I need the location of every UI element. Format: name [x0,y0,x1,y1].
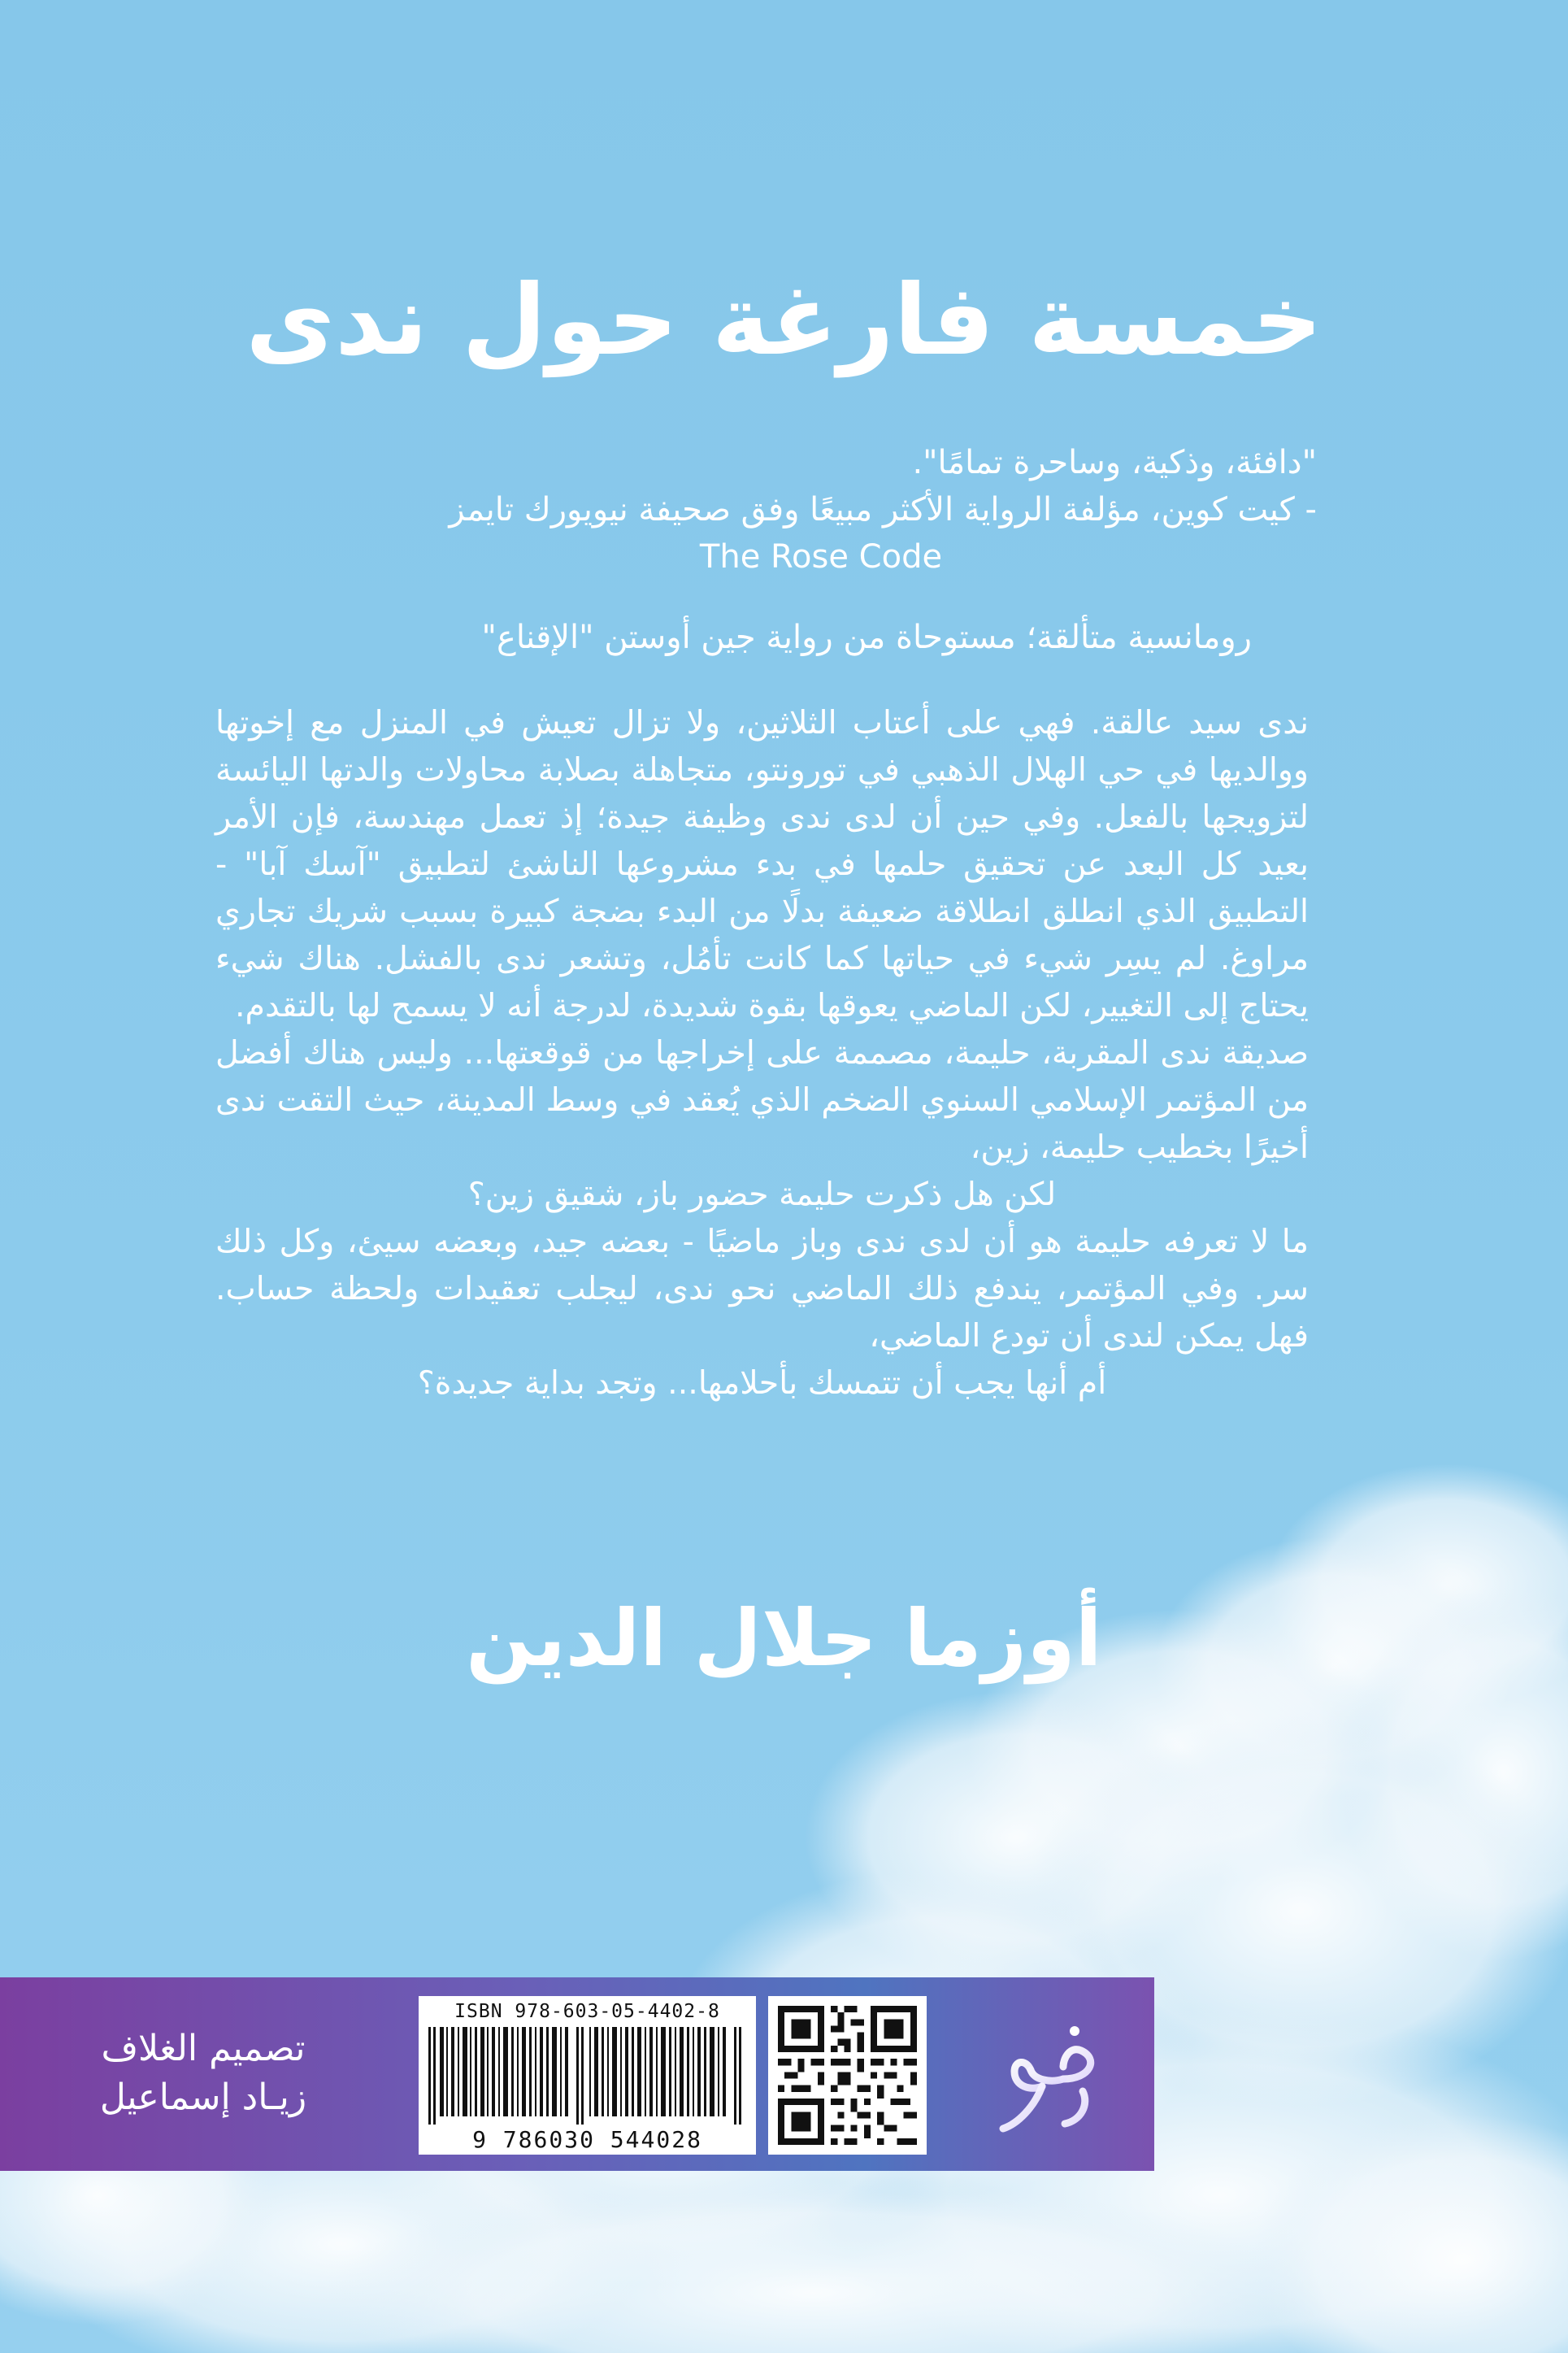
blurb-paragraph: صديقة ندى المقربة، حليمة، مصممة على إخراجها من قوقعتها... وليس هناك أفضل من المؤتمر الإسلامي السنوي الضخم الذي يُعقد في وسط المدينة، حيث التقت ندى أخيرًا بخطيب حليمة، زين، [215,1034,1309,1166]
book-tagline: رومانسية متألقة؛ مستوحاة من رواية جين أوستن "الإقناع" [481,619,1252,656]
blurb-paragraph: ما لا تعرفه حليمة هو أن لدى ندى وباز ماضيًا - بعضه جيد، وبعضه سيئ، وكل ذلك سر. وفي المؤتمر، يندفع ذلك الماضي نحو ندى، ليجلب تعقيدات ولحظة حساب. فهل يمكن لندى أن تودع الماضي، [215,1223,1309,1355]
isbn-label: ISBN 978-603-05-4402-8 [454,2001,720,2022]
blurb [215,699,1309,1407]
qr-code [768,1996,927,2155]
cover-designer-credit [65,2025,341,2122]
author-name: أوزما جلال الدين [466,1593,1102,1684]
quote-book-reference: The Rose Code [699,538,943,576]
blurb-paragraph: أم أنها يجب أن تتمسك بأحلامها... وتجد بداية جديدة؟ [417,1364,1107,1402]
review-quote [325,439,1317,581]
barcode-number: 9 786030 544028 [472,2126,702,2153]
isbn-barcode [419,1996,756,2155]
qr-code-icon [778,2006,917,2145]
blurb-paragraph: ندى سيد عالقة. فهي على أعتاب الثلاثين، ولا تزال تعيش في المنزل مع إخوتها ووالديها في حي الهلال الذهبي في تورونتو، متجاهلة بصلابة محاولات والدتها اليائسة لتزويجها بالفعل. وفي حين أن لدى ندى وظيفة جيدة؛ إذ تعمل مهندسة، فإن الأمر بعيد كل البعد عن تحقيق حلمها في بدء مشروعها الناشئ لتطبيق "آسك آبا" - التطبيق الذي انطلق انطلاقة ضعيفة بدلًا من البدء بضجة كبيرة بسبب شريك تجاري مراوغ. لم يسِر شيء في حياتها كما كانت تأمُل، وتشعر ندى بالفشل. هناك شيء يحتاج إلى التغيير، لكن الماضي يعوقها بقوة شديدة، لدرجة أنه لا يسمح لها بالتقدم. [215,704,1309,1024]
designer-name: زيـاد إسماعيل [99,2077,307,2118]
publisher-logo-icon [985,2002,1123,2148]
quote-attribution: - كيت كوين، مؤلفة الرواية الأكثر مبيعًا وفق صحيفة نيويورك تايمز [449,491,1317,528]
blurb-paragraph: لكن هل ذكرت حليمة حضور باز، شقيق زين؟ [467,1176,1057,1213]
book-title: خمسة فارغة حول ندى [245,264,1323,377]
designer-label: تصميم الغلاف [101,2028,306,2069]
barcode-icon [428,2027,746,2125]
quote-text: "دافئة، وذكية، وساحرة تمامًا". [912,444,1317,481]
